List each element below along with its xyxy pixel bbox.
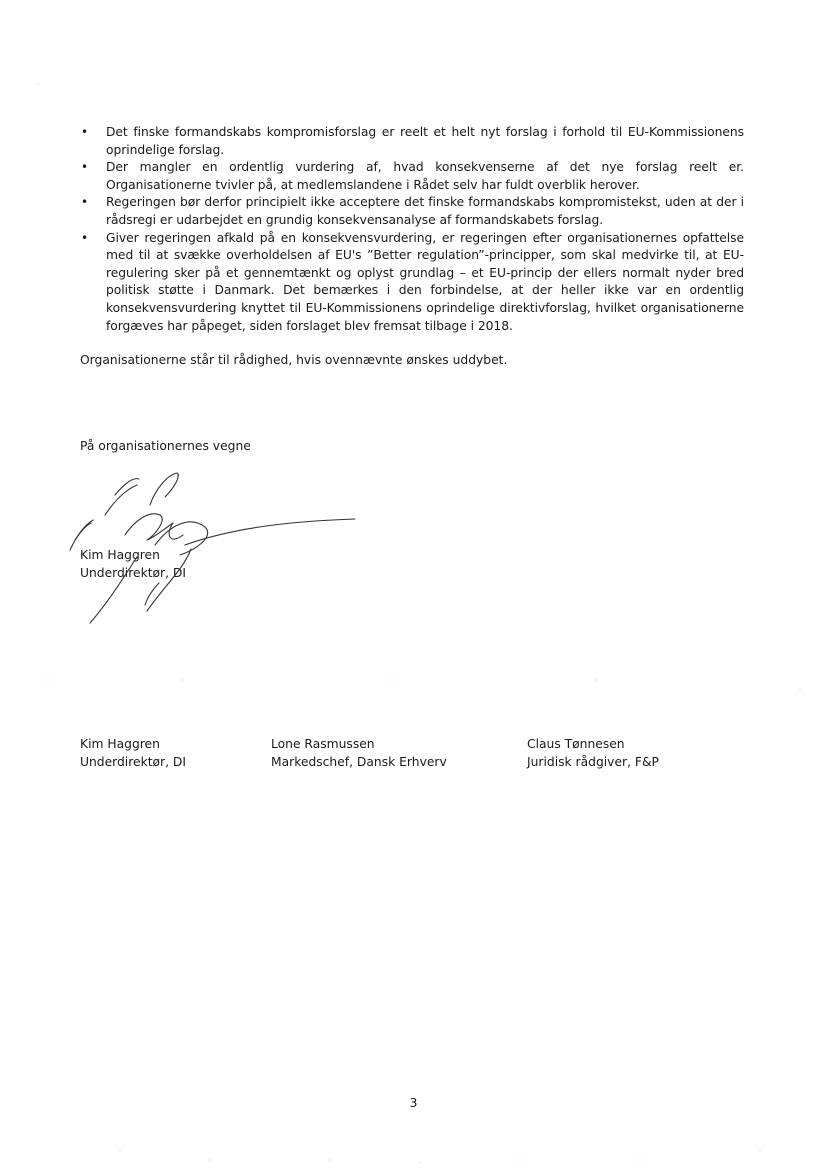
bullet-item (80, 194, 744, 229)
signatories-row (80, 736, 760, 776)
bullet-text: Det finske formandskabs kompromisforslag er reelt et helt nyt forslag i forhold til EU-Kommissionens oprindelige forslag. (106, 125, 744, 157)
bullet-icon: • (81, 125, 89, 139)
bullet-icon: • (81, 195, 89, 210)
signatory-title: Juridisk rådgiver, F&P (527, 754, 659, 769)
bullet-icon: • (81, 160, 89, 175)
bullet-item (80, 159, 744, 194)
signer-name: Kim Haggren (80, 548, 160, 562)
handwritten-signature (55, 465, 375, 635)
page-number: 3 (409, 1096, 418, 1110)
bullet-text: Regeringen bør derfor principielt ikke acceptere det finske formandskabs kompromistekst, uden at der i rådsregi er udarbejdet en grundig konsekvensanalyse af formandskabets forslag. (106, 195, 744, 227)
signatory-title: Markedschef, Dansk Erhverv (271, 754, 447, 769)
bullet-item (80, 230, 744, 336)
bullet-icon: • (81, 230, 89, 245)
bullet-text: Giver regeringen afkald på en konsekvensvurdering, er regeringen efter organisationernes opfattelse med til at svække overholdelsen af EU's ”Better regulation”-principper, som skal medvirke til, at EU-regulering sker på et gennemtænkt og oplyst grundlag – et EU-princip der ellers normalt nyder bred politisk støtte i Danmark. Det bemærkes i den forbindelse, at der heller ikke var en ordentlig konsekvensvurdering knyttet til EU-Kommissionens oprindelige direktivforslag, hvilket organisationerne forgæves har påpeget, siden forslaget blev fremsat tilbage i 2018. (106, 230, 744, 333)
signatory (80, 736, 186, 771)
closing-paragraph: Organisationerne står til rådighed, hvis ovennævnte ønskes uddybet. (80, 353, 508, 367)
signatory (271, 736, 447, 771)
on-behalf-line: På organisationernes vegne (80, 439, 251, 453)
signatory-name: Kim Haggren (80, 737, 160, 751)
bullet-item (80, 124, 744, 159)
signatory-name: Claus Tønnesen (527, 737, 625, 751)
bullet-text: Der mangler en ordentlig vurdering af, hvad konsekvenserne af det nye forslag reelt er. Organisationerne tvivler på, at medlemslandene i Rådet selv har fuldt overblik herover. (106, 160, 744, 192)
signatory (527, 736, 659, 771)
signatory-name: Lone Rasmussen (271, 737, 375, 751)
bullet-list (80, 124, 744, 335)
signer-title: Underdirektør, DI (80, 565, 187, 580)
signatory-title: Underdirektør, DI (80, 754, 187, 769)
